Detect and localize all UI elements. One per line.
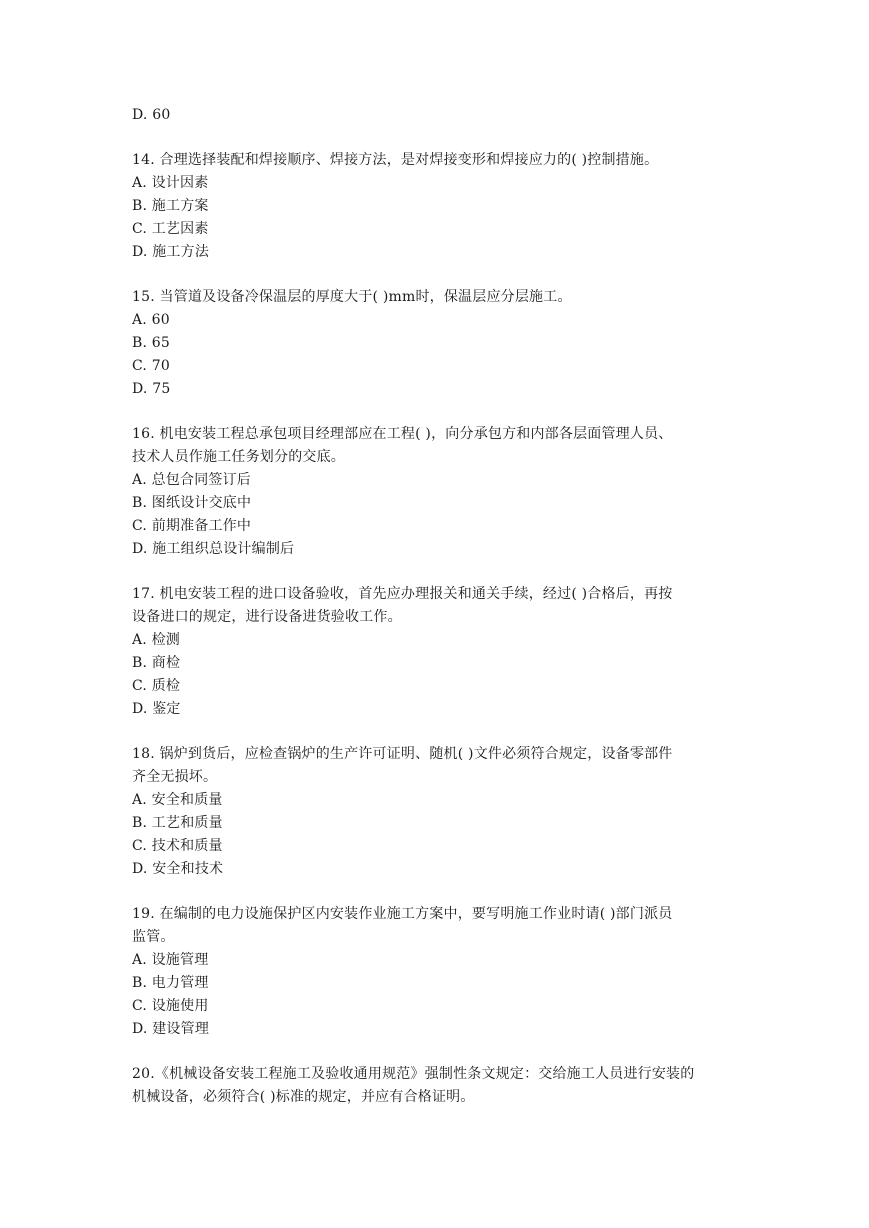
question-stem-line: 16. 机电安装工程总承包项目经理部应在工程( )，向分承包方和内部各层面管理人员、	[132, 426, 673, 442]
answer-option: B. 65	[132, 335, 171, 351]
question-stem-line: 设备进口的规定，进行设备进货验收工作。	[132, 609, 402, 625]
answer-option: C. 工艺因素	[132, 221, 209, 237]
question-stem-line: 机械设备，必须符合( )标准的规定，并应有合格证明。	[132, 1089, 475, 1105]
question-block	[132, 149, 742, 264]
question-block	[132, 286, 742, 401]
question-block	[132, 743, 742, 881]
answer-option: D. 75	[132, 381, 171, 397]
question-block	[132, 1063, 742, 1109]
question-stem-line: 技术人员作施工任务划分的交底。	[132, 449, 345, 465]
question-spacer	[132, 127, 742, 149]
question-spacer	[132, 264, 742, 286]
question-stem-line: 监管。	[132, 929, 175, 945]
answer-option: D. 建设管理	[132, 1021, 210, 1037]
answer-option: A. 设施管理	[132, 952, 209, 968]
answer-option: A. 设计因素	[132, 175, 209, 191]
question-block	[132, 583, 742, 721]
answer-option: C. 技术和质量	[132, 838, 223, 854]
answer-option: C. 前期准备工作中	[132, 518, 252, 534]
question-stem-line: 14. 合理选择装配和焊接顺序、焊接方法，是对焊接变形和焊接应力的( )控制措施。	[132, 152, 659, 168]
question-spacer	[132, 1041, 742, 1063]
answer-option: A. 安全和质量	[132, 792, 223, 808]
exam-page	[132, 104, 742, 1109]
answer-option: D. 施工方法	[132, 244, 210, 260]
answer-option: B. 商检	[132, 655, 181, 671]
lead-option: D. 60	[132, 107, 171, 123]
question-stem-line: 18. 锅炉到货后，应检查锅炉的生产许可证明、随机( )文件必须符合规定，设备零部件	[132, 746, 673, 762]
answer-option: A. 总包合同签订后	[132, 472, 252, 488]
question-block	[132, 423, 742, 561]
question-spacer	[132, 401, 742, 423]
question-spacer	[132, 561, 742, 583]
question-block	[132, 903, 742, 1041]
answer-option: A. 60	[132, 312, 170, 328]
question-stem-line: 15. 当管道及设备冷保温层的厚度大于( )mm时，保温层应分层施工。	[132, 289, 572, 305]
answer-option: D. 安全和技术	[132, 861, 224, 877]
question-stem-line: 齐全无损坏。	[132, 769, 218, 785]
answer-option: B. 图纸设计交底中	[132, 495, 252, 511]
answer-option: A. 检测	[132, 632, 181, 648]
question-spacer	[132, 721, 742, 743]
answer-option: C. 质检	[132, 678, 181, 694]
answer-option: D. 施工组织总设计编制后	[132, 541, 295, 557]
answer-option: B. 施工方案	[132, 198, 209, 214]
answer-option: D. 鉴定	[132, 701, 181, 717]
answer-option: C. 设施使用	[132, 998, 209, 1014]
question-stem-line: 19. 在编制的电力设施保护区内安装作业施工方案中，要写明施工作业时请( )部门派员	[132, 906, 673, 922]
answer-option: C. 70	[132, 358, 170, 374]
question-list	[132, 127, 742, 1109]
question-stem-line: 20.《机械设备安装工程施工及验收通用规范》强制性条文规定：交给施工人员进行安装的	[132, 1066, 695, 1082]
question-spacer	[132, 881, 742, 903]
answer-option: B. 电力管理	[132, 975, 209, 991]
answer-option: B. 工艺和质量	[132, 815, 223, 831]
question-stem-line: 17. 机电安装工程的进口设备验收，首先应办理报关和通关手续，经过( )合格后，再按	[132, 586, 673, 602]
